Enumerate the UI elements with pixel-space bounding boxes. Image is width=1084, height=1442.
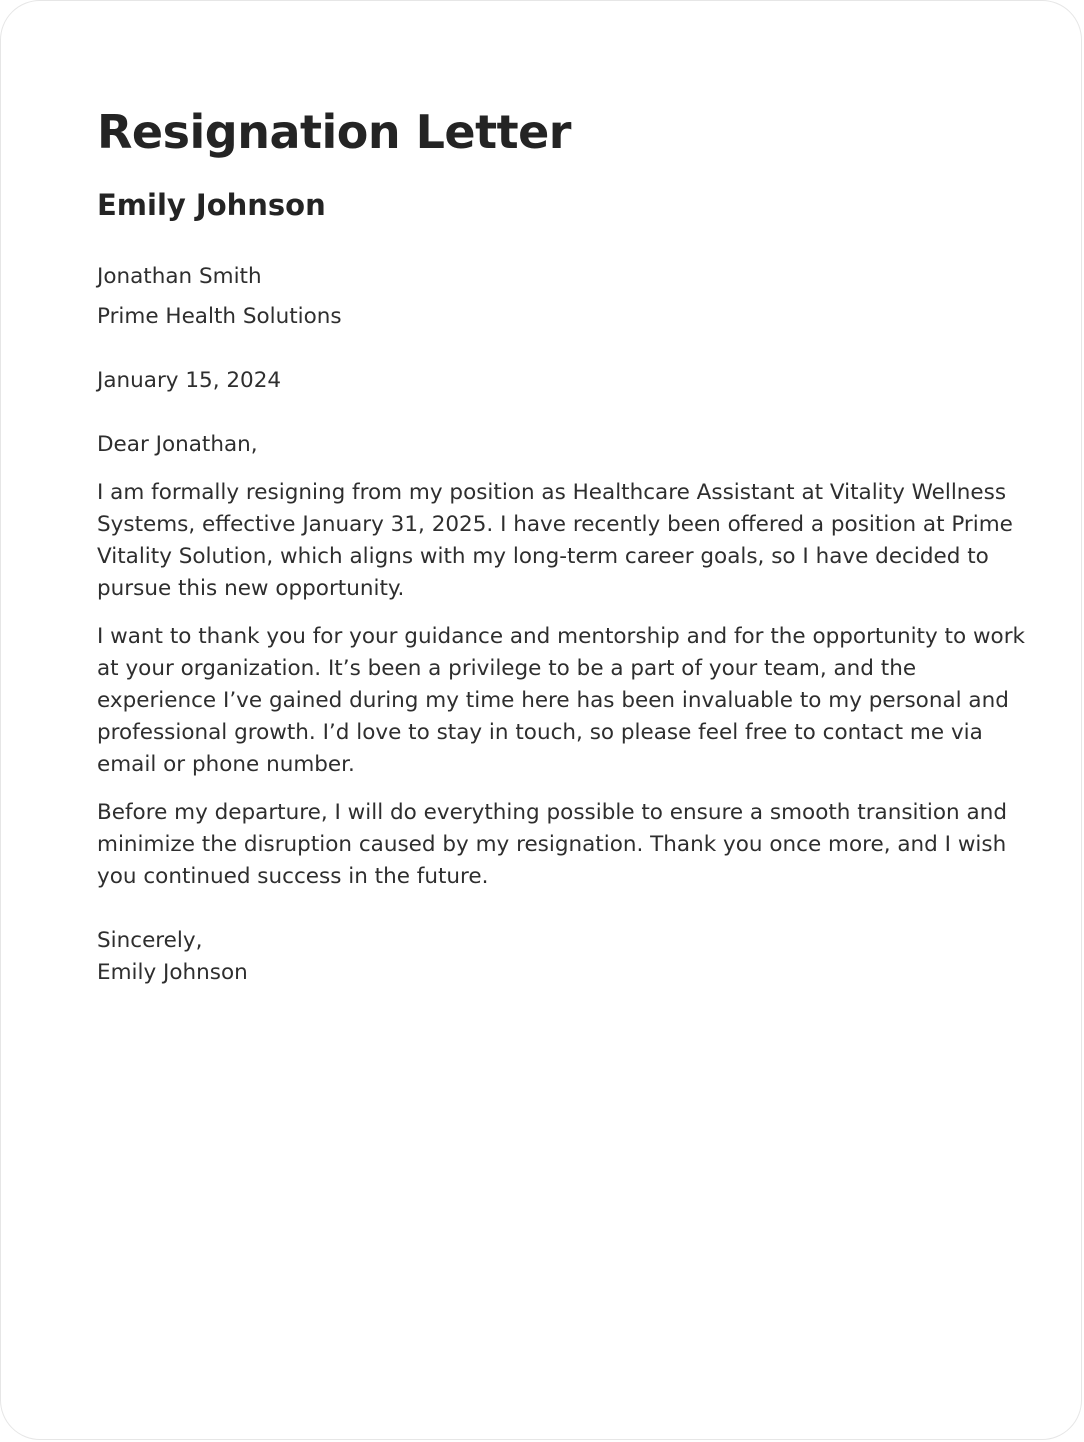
body-paragraph-1: I am formally resigning from my position as Healthcare Assistant at Vitality Wellness Systems, effective January 31, 2025. I have recently been offered a position at Prime Vitality Solution, which aligns with my long-term career goals, so I have decided to pursue this new opportunity.: [97, 480, 1013, 601]
letter-date: January 15, 2024: [97, 368, 282, 393]
body-paragraph-2: I want to thank you for your guidance and mentorship and for the opportunity to work at your organization. It’s been a privilege to be a part of your team, and the experience I’ve gained during my time here has been invaluable to my personal and professional growth. I’d love to stay in touch, so please feel free to contact me via email or phone number.: [97, 624, 1025, 777]
sender-name: Emily Johnson: [97, 188, 326, 222]
body-paragraph-3: Before my departure, I will do everything possible to ensure a smooth transition and minimize the disruption caused by my resignation. Thank you once more, and I wish you continued success in the future.: [97, 800, 1007, 889]
letter-title: Resignation Letter: [97, 105, 571, 159]
signature-name: Emily Johnson: [97, 960, 248, 985]
salutation: Dear Jonathan,: [97, 432, 258, 457]
recipient-company: Prime Health Solutions: [97, 304, 342, 329]
recipient-name: Jonathan Smith: [97, 264, 262, 289]
closing: Sincerely,: [97, 928, 203, 953]
letter-content: [97, 101, 1032, 989]
